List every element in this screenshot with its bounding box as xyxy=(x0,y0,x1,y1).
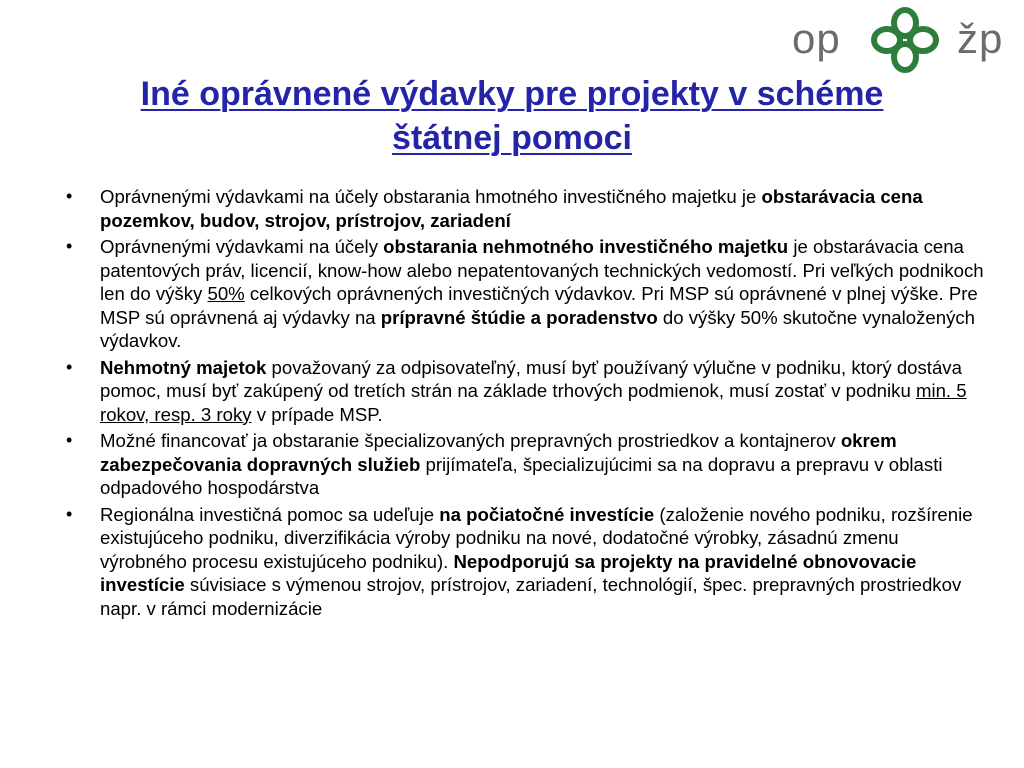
list-item xyxy=(66,235,986,353)
bullet-text: Regionálna investičná pomoc sa udeľuje xyxy=(100,503,440,525)
bullet-list xyxy=(66,185,986,623)
bullet-bold-text: obstarávacia cena pozemkov, budov, strojov, prístrojov, zariadení xyxy=(100,186,923,231)
bullet-underlined-text: 50% xyxy=(207,283,245,304)
bullet-bold-text: Nepodporujú sa projekty na pravidelné obnovovacie investície xyxy=(100,550,917,595)
logo-op-text: op xyxy=(792,15,841,62)
title-line-2: štátnej pomoci xyxy=(392,119,632,157)
bullet-icon: • xyxy=(66,356,73,377)
list-item xyxy=(66,356,986,427)
bullet-icon: • xyxy=(66,236,73,256)
op-zp-logo xyxy=(792,6,1018,74)
bullet-bold-text: na počiatočné investície xyxy=(439,503,655,525)
bullet-text: celkových oprávnených investičných výdavkov. Pri MSP sú oprávnené v plnej výške. Pre MSP sú oprávnená aj výdavky na xyxy=(100,283,978,328)
bullet-text: Možné financovať ja obstaranie špecializovaných prepravných prostriedkov a kontajnerov xyxy=(100,430,841,451)
bullet-underlined-text: min. 5 rokov, resp. 3 roky xyxy=(100,380,967,425)
bullet-text: do výšky 50% skutočne vynaložených výdavkov. xyxy=(100,306,976,351)
logo-zp-text: žp xyxy=(957,15,1004,62)
bullet-text: Oprávnenými výdavkami na účely obstarania hmotného investičného majetku je xyxy=(100,186,762,207)
page-title xyxy=(40,72,984,160)
bullet-bold-text: okrem zabezpečovania dopravných služieb xyxy=(100,430,897,475)
list-item xyxy=(66,185,986,232)
bullet-text: je obstarávacia cena patentových práv, licencií, know-how alebo nepatentovaných technických vedomostí. Pri veľkých podnikoch len do výšky xyxy=(100,236,984,304)
bullet-bold-text: prípravné štúdie a poradenstvo xyxy=(380,306,658,328)
bullet-text: v prípade MSP. xyxy=(251,403,383,425)
four-leaf-clover-icon xyxy=(870,6,940,74)
list-item xyxy=(66,503,986,621)
title-line-1: Iné oprávnené výdavky pre projekty v schéme xyxy=(140,75,884,113)
bullet-icon: • xyxy=(66,503,73,524)
bullet-text: prijímateľa, špecializujúcimi sa na dopravu a prepravu v oblasti odpadového hospodárstva xyxy=(100,453,943,498)
list-item xyxy=(66,429,986,500)
bullet-bold-text: Nehmotný majetok xyxy=(100,356,267,378)
bullet-icon: • xyxy=(66,186,73,206)
bullet-text: považovaný za odpisovateľný, musí byť používaný výlučne v podniku, ktorý dostáva pomoc, musí byť zakúpený od tretích strán na základe trhových podmienok, musí zostať v podniku xyxy=(100,356,962,401)
bullet-text: súvisiace s výmenou strojov, prístrojov, zariadení, technológií, špec. prepravných prostriedkov napr. v rámci modernizácie xyxy=(100,574,962,619)
bullet-text: Oprávnenými výdavkami na účely xyxy=(100,236,384,257)
bullet-icon: • xyxy=(66,430,73,450)
bullet-bold-text: obstarania nehmotného investičného majetku xyxy=(383,236,789,257)
bullet-text: (založenie nového podniku, rozšírenie existujúceho podniku, diverzifikácia výroby podniku na nové, dodatočné výrobky, zásadnú zmenu výrobného procesu existujúceho podniku). xyxy=(100,503,973,572)
